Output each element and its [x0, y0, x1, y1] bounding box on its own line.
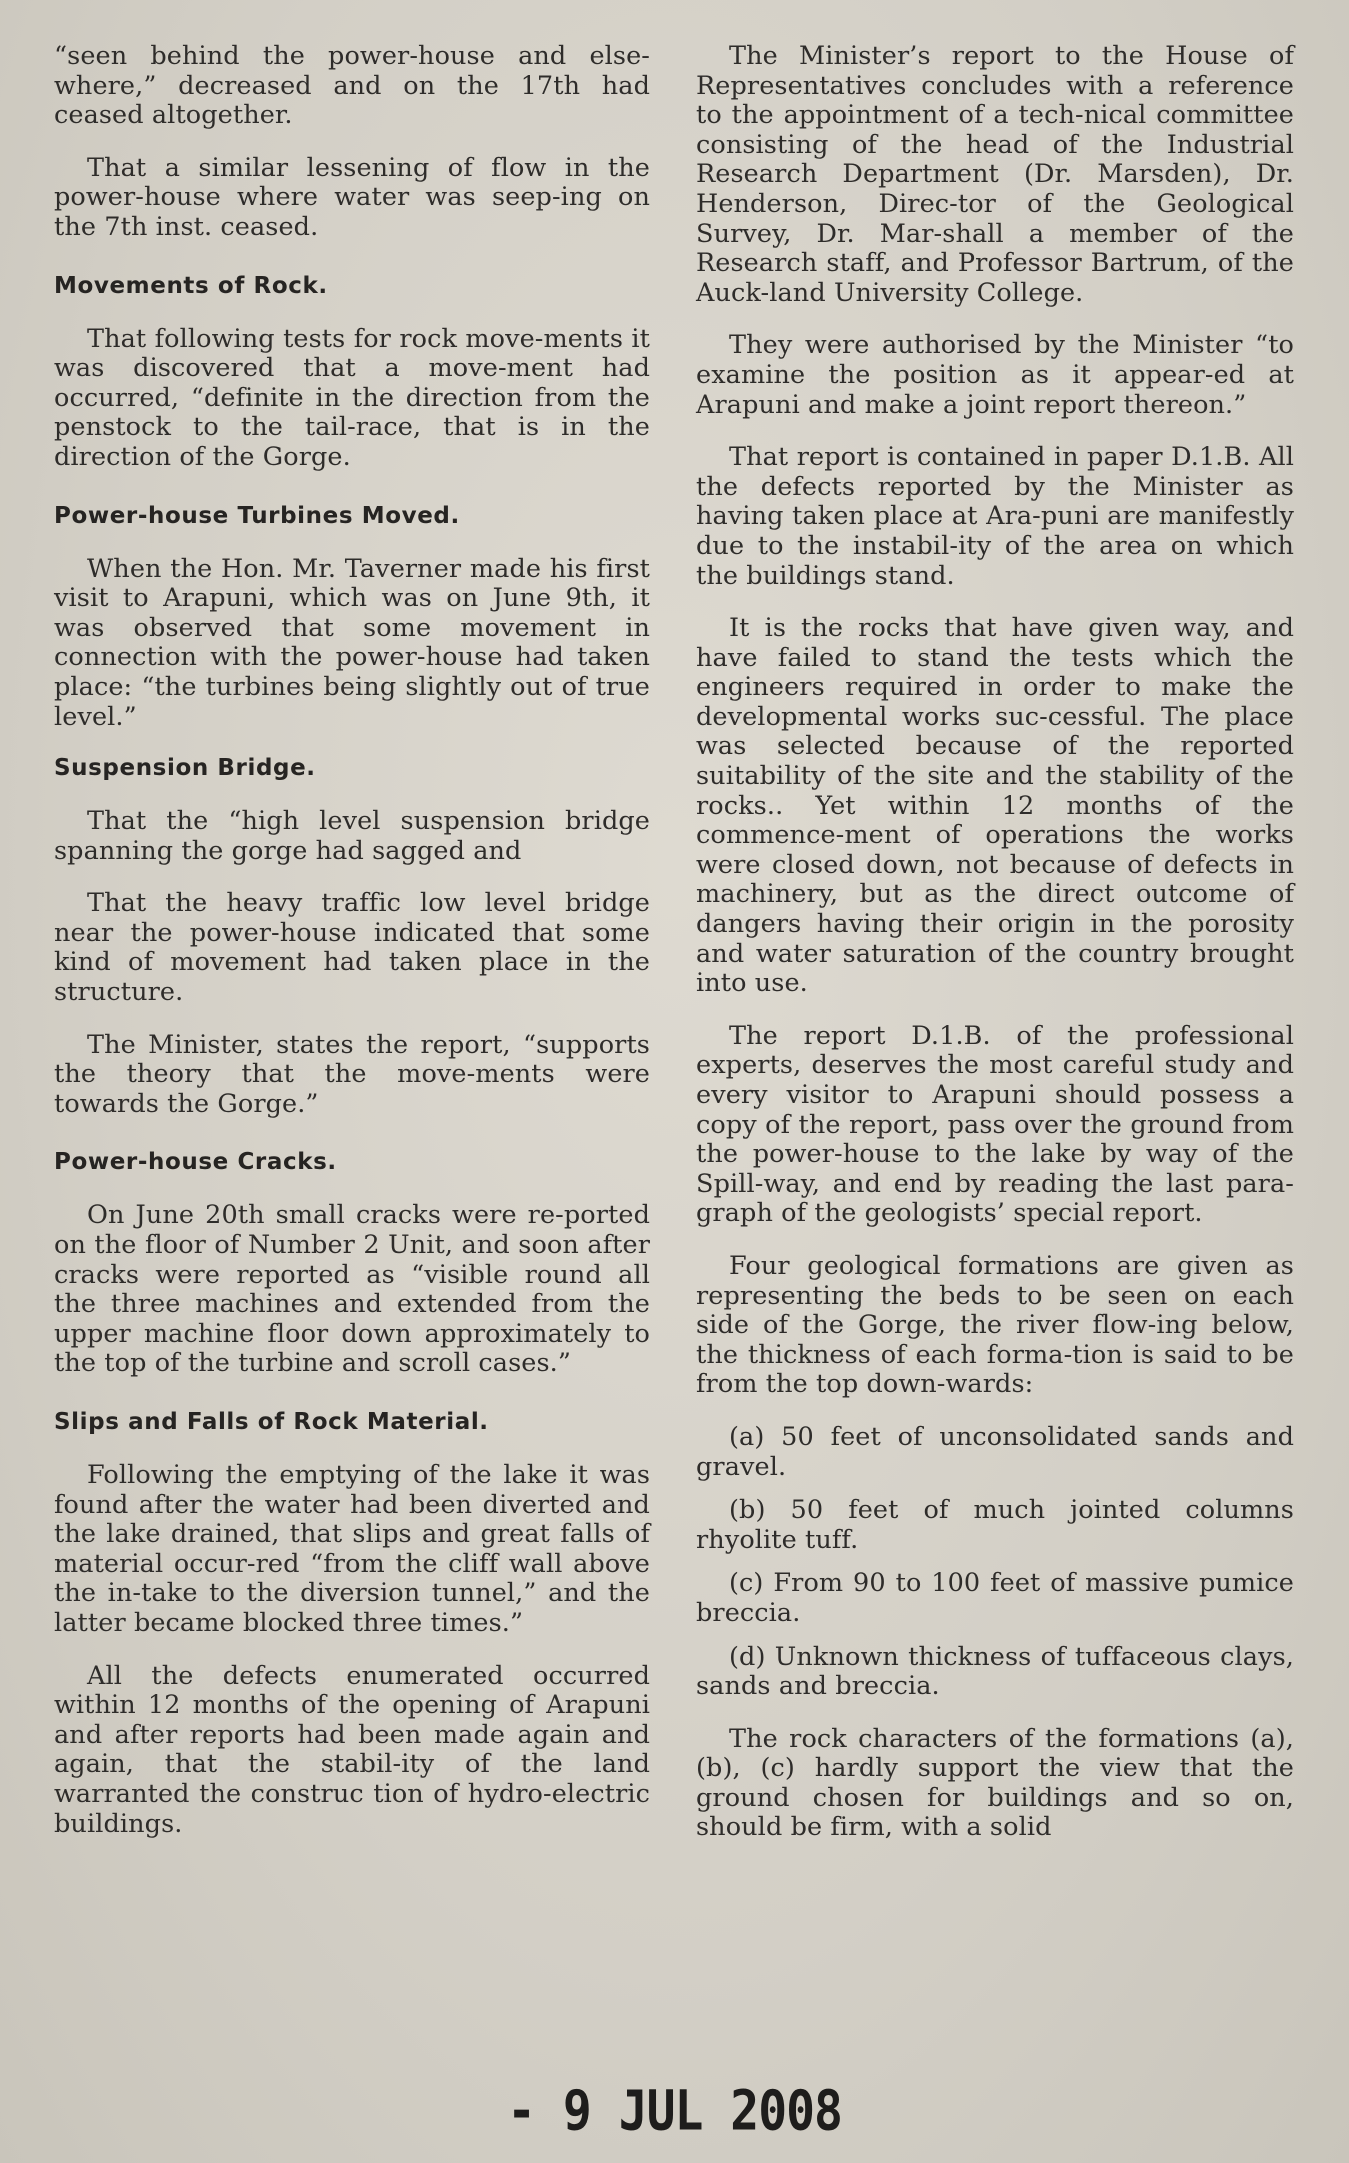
- date-stamp: - 9 JUL 2008: [507, 2078, 842, 2144]
- paragraph: When the Hon. Mr. Taverner made his first visit to Arapuni, which was on June 9th, it was observed that some movement in connection with the power-house had taken place: “the turbines being slightly out of true level.”: [54, 553, 650, 732]
- paragraph: That the heavy traffic low level bridge near the power-house indicated that some kind of movement had taken place in the structure.: [54, 888, 650, 1008]
- list-item: (a) 50 feet of unconsolidated sands and gravel.: [696, 1421, 1294, 1482]
- paragraph: Following the emptying of the lake it was found after the water had been diverted and the lake drained, that slips and great falls of material occur-red “from the cliff wall above the in-take to the diversion tunnel,” and the latter became blocked three times.”: [54, 1460, 650, 1638]
- paragraph: That the “high level suspension bridge spanning the gorge had sagged and: [54, 806, 650, 866]
- paragraph: The report D.1.B. of the professional experts, deserves the most careful study and every visitor to Arapuni should possess a copy of the report, pass over the ground from the power-house to the lake by way of the Spill-way, and end by reading the last para-graph of the geologists’ special report.: [696, 1020, 1294, 1229]
- paragraph: “seen behind the power-house and else-where,” decreased and on the 17th had ceased altogether.: [54, 41, 650, 131]
- paragraph: That a similar lessening of flow in the power-house where water was seep-ing on the 7th inst. ceased.: [54, 152, 650, 242]
- paragraph: The rock characters of the formations (a), (b), (c) hardly support the view that the ground chosen for buildings and so on, should be firm, with a solid: [696, 1723, 1294, 1843]
- section-heading: Suspension Bridge.: [54, 755, 316, 782]
- paragraph: It is the rocks that have given way, and have failed to stand the tests which the engineers required in order to make the developmental works suc-cessful. The place was selected because of the reported suitability of the site and the stability of the rocks.. Yet within 12 months of the commence-ment of operations the works were closed down, not because of defects in machinery, but as the direct outcome of dangers having their origin in the porosity and water saturation of the country brought into use.: [696, 613, 1294, 999]
- list-item: (b) 50 feet of much jointed columns rhyolite tuff.: [696, 1495, 1294, 1555]
- paragraph: They were authorised by the Minister “to examine the position as it appear-ed at Arapuni and make a joint report thereon.”: [696, 330, 1294, 420]
- paragraph: The Minister, states the report, “supports the theory that the move-ments were towards the Gorge.”: [54, 1029, 650, 1119]
- paragraph: The Minister’s report to the House of Representatives concludes with a reference to the appointment of a tech-nical committee consisting of the head of the Industrial Research Department (Dr. Marsden), Dr. Henderson, Direc-tor of the Geological Survey, Dr. Mar-shall a member of the Research staff, and Professor Bartrum, of the Auck-land University College.: [696, 41, 1294, 308]
- paragraph: That report is contained in paper D.1.B. All the defects reported by the Minister as having taken place at Ara-puni are manifestly due to the instabil-ity of the area on which the buildings stand.: [696, 442, 1294, 591]
- left-column: [54, 42, 650, 1862]
- list-item: (d) Unknown thickness of tuffaceous clays, sands and breccia.: [696, 1641, 1294, 1702]
- list-item: (c) From 90 to 100 feet of massive pumice breccia.: [696, 1568, 1294, 1628]
- paragraph: All the defects enumerated occurred within 12 months of the opening of Arapuni and after reports had been made again and again, that the stabil-ity of the land warranted the construc tion of hydro-electric buildings.: [54, 1660, 650, 1839]
- paragraph: That following tests for rock move-ments it was discovered that a move-ment had occurred, “definite in the direction from the penstock to the tail-race, that is in the direction of the Gorge.: [54, 323, 650, 472]
- section-heading: Movements of Rock.: [54, 272, 328, 299]
- section-heading: Power-house Turbines Moved.: [54, 502, 460, 529]
- paragraph: On June 20th small cracks were re-ported on the floor of Number 2 Unit, and soon after cracks were reported as “visible round all the three machines and extended from the upper machine floor down approximately to the top of the turbine and scroll cases.”: [54, 1200, 650, 1379]
- section-heading: Power-house Cracks.: [54, 1149, 337, 1176]
- paragraph: Four geological formations are given as representing the beds to be seen on each side of the Gorge, the river flow-ing below, the thickness of each forma-tion is said to be from the top down-wards:: [696, 1250, 1294, 1400]
- right-column: [696, 42, 1294, 1866]
- section-heading: Slips and Falls of Rock Material.: [54, 1409, 489, 1435]
